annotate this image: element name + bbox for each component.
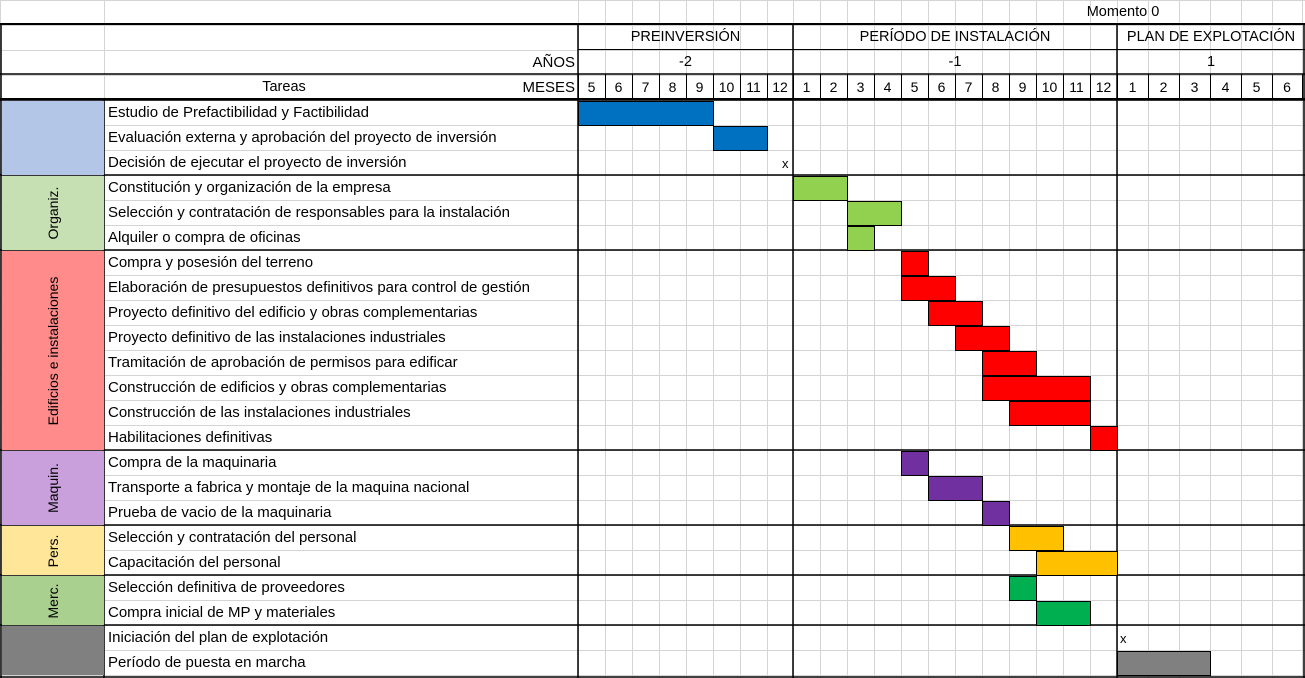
month-label: 6 [614, 79, 623, 95]
milestone-marker: x [782, 156, 789, 171]
month-label: 1 [802, 79, 811, 95]
month-label: 3 [856, 79, 865, 95]
year-minus-1: -1 [948, 54, 962, 70]
year-minus-2: -2 [679, 54, 692, 70]
task-name: Evaluación externa y aprobación del proyecto de inversión [108, 129, 497, 146]
category-label: Edificios e instalaciones [45, 276, 61, 425]
tareas-header: Tareas [262, 79, 306, 95]
task-name: Alquiler o compra de oficinas [108, 229, 301, 246]
task-bar [1009, 576, 1037, 601]
month-label: 11 [746, 79, 761, 95]
month-label: 10 [718, 79, 735, 95]
task-bar [982, 351, 1037, 376]
task-name: Transporte a fabrica y montaje de la maquina nacional [108, 479, 470, 496]
month-label: 4 [883, 79, 892, 95]
task-name: Período de puesta en marcha [108, 654, 306, 671]
month-label: 12 [772, 79, 788, 95]
period-explotacion-label: PLAN DE EXPLOTACIÓN [1126, 29, 1296, 45]
task-name: Capacitación del personal [108, 554, 281, 571]
task-bar [982, 501, 1010, 526]
task-bar [1090, 426, 1118, 451]
month-label: 6 [1283, 79, 1291, 95]
period-instalacion-label: PERÍODO DE INSTALACIÓN [859, 29, 1051, 45]
category-block [2, 526, 104, 575]
task-bar [1009, 401, 1091, 426]
task-name: Iniciación del plan de explotación [108, 629, 329, 646]
milestone-marker: x [1120, 631, 1127, 646]
task-bar [901, 451, 929, 476]
category-block [2, 176, 104, 250]
task-name: Construcción de edificios y obras complementarias [108, 379, 447, 396]
task-bar [901, 251, 929, 276]
month-label: 8 [668, 79, 677, 95]
task-bar [713, 126, 768, 151]
month-label: 9 [695, 79, 704, 95]
task-name: Selección y contratación de responsables para la instalación [108, 204, 510, 221]
anos-label: AÑOS [532, 54, 575, 71]
task-name: Constitución y organización de la empresa [108, 179, 391, 196]
task-name: Proyecto definitivo de las instalaciones industriales [108, 329, 446, 346]
category-block [2, 626, 104, 675]
task-name: Selección y contratación del personal [108, 529, 357, 546]
period-preinversion-label: PREINVERSIÓN [630, 29, 741, 45]
task-bar [578, 101, 714, 126]
month-label: 8 [991, 79, 1000, 95]
month-label: 10 [1041, 79, 1058, 95]
month-label: 9 [1018, 79, 1027, 95]
category-label: Merc. [45, 583, 61, 618]
month-label: 11 [1069, 79, 1084, 95]
task-name: Prueba de vacio de la maquinaria [108, 504, 332, 521]
category-block [2, 451, 104, 525]
month-label: 1 [1128, 79, 1137, 95]
month-label: 2 [829, 79, 838, 95]
category-block [2, 101, 104, 175]
task-bar [901, 276, 956, 301]
month-label: 4 [1221, 79, 1230, 95]
month-label: 6 [937, 79, 946, 95]
task-bar [1117, 651, 1211, 676]
task-name: Habilitaciones definitivas [108, 429, 273, 446]
task-name: Tramitación de aprobación de permisos para edificar [108, 354, 458, 371]
task-bar [847, 226, 875, 251]
category-label: Organiz. [45, 186, 61, 240]
task-name: Compra y posesión del terreno [108, 254, 314, 271]
month-label: 2 [1159, 79, 1168, 95]
task-bar [982, 376, 1091, 401]
year-1: 1 [1206, 54, 1216, 70]
category-label: Maquin. [45, 463, 61, 513]
task-name: Selección definitiva de proveedores [108, 579, 345, 596]
month-label: 5 [910, 79, 919, 95]
month-label: 5 [1252, 79, 1261, 95]
month-label: 5 [587, 79, 596, 95]
task-name: Construcción de las instalaciones industriales [108, 404, 411, 421]
task-bar [928, 476, 983, 501]
task-bar [793, 176, 848, 201]
task-bar [847, 201, 902, 226]
task-name: Compra inicial de MP y materiales [108, 604, 336, 621]
task-bar [1009, 526, 1064, 551]
task-name: Decisión de ejecutar el proyecto de inversión [108, 154, 407, 171]
meses-label: MESES [522, 79, 575, 96]
task-name: Elaboración de presupuestos definitivos para control de gestión [108, 279, 530, 296]
momento-label: Momento 0 [1086, 4, 1160, 20]
month-label: 7 [641, 79, 650, 95]
month-label: 12 [1095, 79, 1112, 95]
task-bar [1036, 601, 1091, 626]
task-bar [955, 326, 1010, 351]
task-bar [1036, 551, 1118, 576]
category-label: Pers. [45, 534, 61, 567]
task-name: Proyecto definitivo del edificio y obras complementarias [108, 304, 478, 321]
task-name: Compra de la maquinaria [108, 454, 277, 471]
category-block [2, 251, 104, 450]
month-label: 3 [1190, 79, 1199, 95]
task-name: Estudio de Prefactibilidad y Factibilidad [108, 104, 369, 121]
task-bar [928, 301, 983, 326]
month-label: 7 [964, 79, 973, 95]
category-block [2, 576, 104, 625]
